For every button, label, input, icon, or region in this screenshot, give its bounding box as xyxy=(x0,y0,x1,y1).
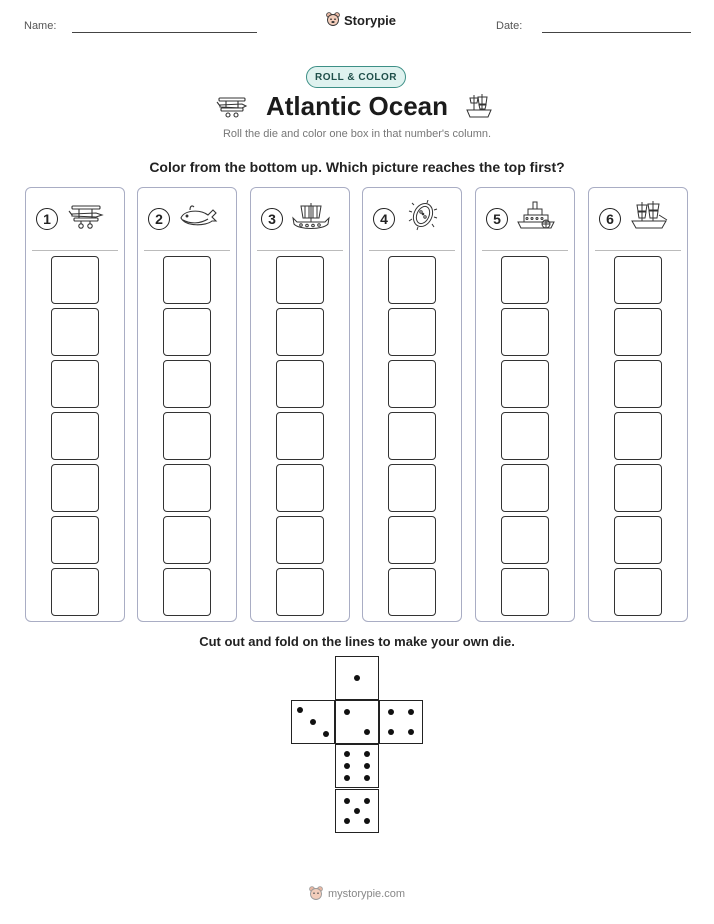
date-line[interactable] xyxy=(542,32,691,33)
column-header xyxy=(148,200,228,240)
color-box[interactable] xyxy=(501,464,549,512)
column-number: 3 xyxy=(261,208,283,230)
die-face-4 xyxy=(379,700,423,744)
column-6 xyxy=(588,187,688,622)
brand-name: Storypie xyxy=(344,12,397,28)
column-2 xyxy=(137,187,237,622)
sailing-ship-icon xyxy=(629,200,669,237)
activity-badge: ROLL & COLOR xyxy=(306,66,406,88)
die-face-2 xyxy=(335,700,379,744)
color-box[interactable] xyxy=(388,412,436,460)
column-number: 6 xyxy=(599,208,621,230)
date-label: Date: xyxy=(496,20,523,32)
color-box[interactable] xyxy=(163,308,211,356)
name-label: Name: xyxy=(24,20,57,32)
color-box[interactable] xyxy=(276,360,324,408)
color-box[interactable] xyxy=(614,308,662,356)
color-box[interactable] xyxy=(276,568,324,616)
die-pip xyxy=(364,763,370,769)
die-pip xyxy=(344,709,350,715)
color-box[interactable] xyxy=(501,516,549,564)
bear-mascot-icon xyxy=(309,886,323,902)
die-face-3 xyxy=(291,700,335,744)
color-box[interactable] xyxy=(163,464,211,512)
color-box[interactable] xyxy=(51,568,99,616)
color-box[interactable] xyxy=(614,256,662,304)
color-box[interactable] xyxy=(163,412,211,460)
die-pip xyxy=(388,729,394,735)
color-box[interactable] xyxy=(501,412,549,460)
page-title: Atlantic Ocean xyxy=(265,91,449,121)
column-3 xyxy=(250,187,350,622)
column-header xyxy=(261,200,341,240)
column-number: 5 xyxy=(486,208,508,230)
color-box[interactable] xyxy=(501,256,549,304)
die-pip xyxy=(354,808,360,814)
color-box[interactable] xyxy=(51,256,99,304)
color-box[interactable] xyxy=(163,256,211,304)
die-pip xyxy=(364,751,370,757)
column-header xyxy=(373,200,453,240)
color-box[interactable] xyxy=(276,464,324,512)
die-face-1 xyxy=(335,656,379,700)
color-box[interactable] xyxy=(51,412,99,460)
die-pip xyxy=(364,798,370,804)
color-box[interactable] xyxy=(501,360,549,408)
sailing-ship-icon xyxy=(464,92,494,120)
color-box[interactable] xyxy=(51,464,99,512)
footer xyxy=(0,886,714,902)
die-pip xyxy=(364,729,370,735)
color-box[interactable] xyxy=(614,360,662,408)
color-box[interactable] xyxy=(163,360,211,408)
die-pip xyxy=(408,729,414,735)
die-pip xyxy=(323,731,329,737)
color-box[interactable] xyxy=(51,360,99,408)
die-pip xyxy=(354,675,360,681)
brand-logo xyxy=(326,12,396,28)
cut-instruction: Cut out and fold on the lines to make your own die. xyxy=(199,634,515,649)
color-box[interactable] xyxy=(51,308,99,356)
bear-mascot-icon xyxy=(326,12,340,28)
column-header xyxy=(36,200,116,240)
color-box[interactable] xyxy=(501,568,549,616)
color-box[interactable] xyxy=(276,256,324,304)
column-divider xyxy=(482,250,568,251)
color-box[interactable] xyxy=(388,568,436,616)
column-header xyxy=(599,200,679,240)
subtitle: Roll the die and color one box in that number's column. xyxy=(222,128,492,140)
column-number: 1 xyxy=(36,208,58,230)
die-pip xyxy=(297,707,303,713)
color-box[interactable] xyxy=(388,308,436,356)
column-1 xyxy=(25,187,125,622)
die-pip xyxy=(388,709,394,715)
color-box[interactable] xyxy=(163,516,211,564)
color-box[interactable] xyxy=(163,568,211,616)
die-pip xyxy=(344,798,350,804)
color-box[interactable] xyxy=(614,412,662,460)
die-face-5 xyxy=(335,789,379,833)
column-divider xyxy=(595,250,681,251)
die-pip xyxy=(364,775,370,781)
viking-ship-icon xyxy=(291,200,331,237)
column-header xyxy=(486,200,566,240)
color-box[interactable] xyxy=(388,256,436,304)
column-divider xyxy=(369,250,455,251)
steamboat-icon xyxy=(516,200,556,237)
color-box[interactable] xyxy=(614,568,662,616)
column-divider xyxy=(32,250,118,251)
die-face-6 xyxy=(335,744,379,788)
color-box[interactable] xyxy=(276,412,324,460)
die-pip xyxy=(364,818,370,824)
color-box[interactable] xyxy=(388,516,436,564)
color-box[interactable] xyxy=(388,360,436,408)
color-box[interactable] xyxy=(501,308,549,356)
whale-icon xyxy=(178,200,218,237)
column-divider xyxy=(144,250,230,251)
die-pip xyxy=(344,763,350,769)
biplane-icon xyxy=(66,200,106,237)
column-divider xyxy=(257,250,343,251)
die-pip xyxy=(310,719,316,725)
name-line[interactable] xyxy=(72,32,257,33)
color-box[interactable] xyxy=(51,516,99,564)
die-pip xyxy=(344,751,350,757)
footer-url[interactable]: mystorypie.com xyxy=(327,888,406,900)
color-box[interactable] xyxy=(614,464,662,512)
column-number: 4 xyxy=(373,208,395,230)
column-5 xyxy=(475,187,575,622)
color-box[interactable] xyxy=(276,516,324,564)
color-box[interactable] xyxy=(276,308,324,356)
die-pip xyxy=(344,818,350,824)
instructions: Color from the bottom up. Which picture reaches the top first? xyxy=(149,159,565,175)
color-box[interactable] xyxy=(614,516,662,564)
plankton-icon xyxy=(403,200,443,237)
die-pip xyxy=(408,709,414,715)
column-4 xyxy=(362,187,462,622)
column-number: 2 xyxy=(148,208,170,230)
die-pip xyxy=(344,775,350,781)
color-box[interactable] xyxy=(388,464,436,512)
